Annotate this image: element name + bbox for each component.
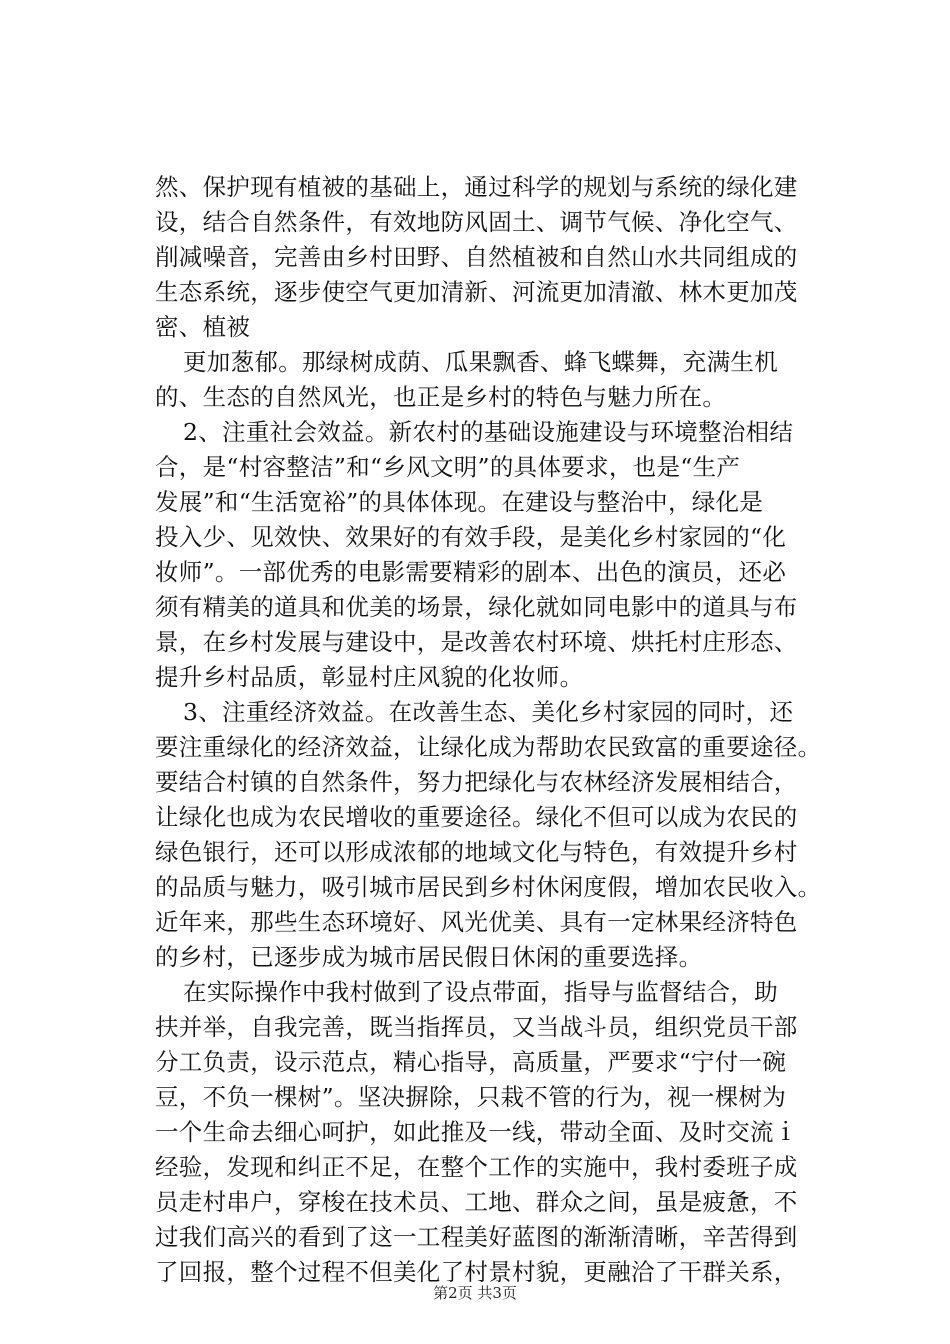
text-line: 须有精美的道具和优美的场景，绿化就如同电影中的道具与布	[155, 593, 798, 621]
document-body	[155, 170, 855, 1290]
text-line: 密、植被	[155, 313, 251, 341]
text-line: 要注重绿化的经济效益，让绿化成为帮助农民致富的重要途径。	[155, 733, 822, 761]
text-line: 绿色银行，还可以形成浓郁的地域文化与特色，有效提升乡村	[155, 838, 798, 866]
text-line: 一个生命去细心呵护，如此推及一线，带动全面、及时交流ｉ	[155, 1118, 798, 1146]
paragraph-3	[155, 415, 855, 695]
text-line: 要结合村镇的自然条件，努力把绿化与农林经济发展相结合，	[155, 768, 798, 796]
text-line: 3、注重经济效益。在改善生态、美化乡村家园的同时，还	[183, 698, 794, 726]
text-line: 分工负责，设示范点，精心指导，高质量，严要求“宁付一碗	[155, 1048, 787, 1076]
paragraph-4	[155, 695, 855, 975]
text-line: 妆师”。一部优秀的电影需要精彩的剧本、出色的演员，还必	[155, 558, 787, 586]
text-line: 员走村串户，穿梭在技术员、工地、群众之间，虽是疲惫，不	[155, 1188, 798, 1216]
text-line: 近年来，那些生态环境好、风光优美、具有一定林果经济特色	[155, 908, 798, 936]
text-line: 经验，发现和纠正不足，在整个工作的实施中，我村委班子成	[155, 1153, 798, 1181]
text-line: 过我们高兴的看到了这一工程美好蓝图的渐渐清晰，辛苦得到	[155, 1223, 798, 1251]
text-line: 更加葱郁。那绿树成荫、瓜果飘香、蜂飞蝶舞，充满生机	[183, 348, 778, 376]
text-line: 生态系统，逐步使空气更加清新、河流更加清澈、林木更加茂	[155, 278, 798, 306]
text-line: 发展”和“生活宽裕”的具体体现。在建设与整治中，绿化是	[155, 488, 764, 516]
text-line: 扶并举，自我完善，既当指挥员，又当战斗员，组织党员干部	[155, 1013, 798, 1041]
text-line: 的乡村，已逐步成为城市居民假日休闲的重要选择。	[155, 943, 703, 971]
text-line: 提升乡村品质，彰显村庄风貌的化妆师。	[155, 663, 584, 691]
text-line: 投入少、见效快、效果好的有效手段，是美化乡村家园的“化	[155, 523, 787, 551]
text-line: 了回报，整个过程不但美化了村景村貌，更融洽了干群关系，	[155, 1258, 798, 1286]
text-line: 削减噪音，完善由乡村田野、自然植被和自然山水共同组成的	[155, 243, 798, 271]
text-line: 合，是“村容整洁”和“乡风文明”的具体要求，也是“生产	[155, 453, 741, 481]
paragraph-1	[155, 170, 855, 345]
text-line: 设，结合自然条件，有效地防风固土、调节气候、净化空气、	[155, 208, 798, 236]
text-line: 的、生态的自然风光，也正是乡村的特色与魅力所在。	[155, 383, 727, 411]
page-number: 第2页 共3页	[433, 1284, 517, 1302]
paragraph-2	[155, 345, 855, 415]
page-footer	[0, 1283, 950, 1303]
text-line: 然、保护现有植被的基础上，通过科学的规划与系统的绿化建	[155, 173, 798, 201]
text-line: 的品质与魅力，吸引城市居民到乡村休闲度假，增加农民收入。	[155, 873, 822, 901]
text-line: 让绿化也成为农民增收的重要途径。绿化不但可以成为农民的	[155, 803, 798, 831]
text-line: 景，在乡村发展与建设中，是改善农村环境、烘托村庄形态、	[155, 628, 798, 656]
text-line: 在实际操作中我村做到了设点带面，指导与监督结合，助	[183, 978, 778, 1006]
paragraph-5	[155, 975, 855, 1290]
text-line: 2、注重社会效益。新农村的基础设施建设与环境整治相结	[183, 418, 794, 446]
text-line: 豆，不负一棵树”。坚决摒除，只栽不管的行为，视一棵树为	[155, 1083, 787, 1111]
